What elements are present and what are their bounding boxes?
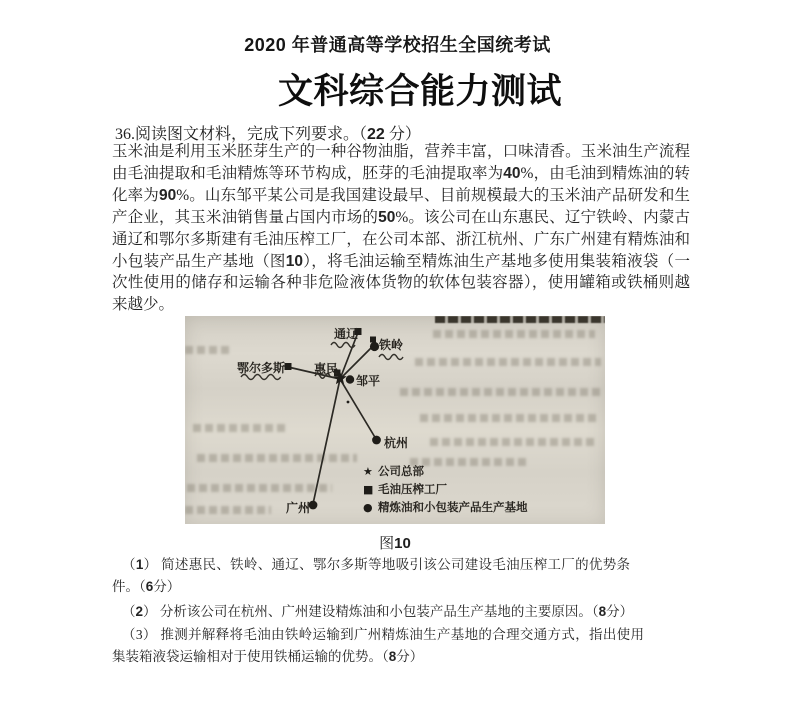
text-segment: %。山东邹平某公司是我国建设最早、目前规模最大的玉米油产品研发和生产企业，其玉米油销售量占国内市场的 [112,186,690,226]
place-label-guangzhou: 广州 [286,501,311,515]
tieling-square-marker [370,337,376,343]
exam-title: 2020 年普通高等学校招生全国统考试 [244,35,551,55]
caption-prefix: 图 [379,536,395,552]
text-segment: （3） 推测并解释将毛油由铁岭运输到广州精炼油生产基地的合理交通方式，指出使用集装箱液袋运输相对于使用铁桶运输的优势。（ [112,627,644,664]
subquestion-1 [112,554,630,598]
legend-label: 精炼油和小包装产品生产基地 [378,502,528,514]
zouping-circle-marker [346,375,354,383]
tieling-circle-marker [370,342,379,351]
legend-label: 毛油压榨工厂 [378,484,447,496]
figure-10-map [185,316,605,524]
caption-number: 10 [394,535,411,552]
wavy-underline-tieling [379,355,403,360]
legend-row-headquarters [363,464,528,478]
text-segment: 分） [384,126,421,143]
text-segment: 8 [598,604,607,619]
text-segment: 8 [388,649,397,664]
text-segment: 90 [158,186,177,204]
text-segment: 36.阅读图文材料，完成下列要求。（ [115,126,368,143]
legend-row-pressing-factory [363,482,528,496]
text-segment: 分） [153,579,181,594]
subquestion-3 [112,624,644,668]
place-label-tieling: 铁岭 [379,338,404,352]
place-label-hangzhou: 杭州 [384,436,409,450]
subquestion-2 [112,601,664,623]
text-segment: 6 [145,579,154,594]
route-line-guangzhou [313,379,340,504]
square-icon: ■ [363,482,374,496]
text-segment: （ [122,604,136,619]
map-legend [363,464,528,518]
place-label-zouping: 邹平 [356,374,381,388]
ordos-square-marker [285,363,292,370]
text-segment: 分） [396,649,424,664]
text-segment: 分） [606,604,634,619]
text-segment: ），将毛油运输至精炼油生产基地多使用集装箱液袋（一次性使用的储存和运输各种非危险液体货物的软体包装容器），使用罐箱或铁桶则越来越少。 [112,252,690,314]
figure-caption [185,532,605,553]
text-segment: 2 [135,604,144,619]
text-segment: 40 [503,164,521,182]
text-segment: ） 简述惠民、铁岭、通辽、鄂尔多斯等地吸引该公司建设毛油压榨工厂的优势条件。（ [112,557,631,594]
text-segment: %，由毛油到精炼油的转化率为 [112,164,690,204]
legend-label: 公司总部 [378,466,424,478]
question-36-passage [112,141,690,316]
hangzhou-circle-marker [372,436,381,445]
text-segment: ） 分析该公司在杭州、广州建设精炼油和小包装产品生产基地的主要原因。（ [143,604,599,619]
place-label-tongliao: 通辽 [334,327,359,341]
circle-icon: ● [363,500,373,514]
text-segment: 10 [285,252,303,270]
speck [347,401,350,404]
text-segment: 22 [367,126,385,143]
text-segment: 1 [135,557,144,572]
text-segment: 50 [378,208,396,226]
exam-subtitle: 文科综合能力测试 [278,72,563,111]
text-segment: %。该公司在山东惠民、辽宁铁岭、内蒙古通辽和鄂尔多斯建有毛油压榨工厂，在公司本部、浙江杭州、广东广州建有精炼油和小包装产品生产基地（图 [112,208,690,270]
place-label-ordos: 鄂尔多斯 [237,361,286,375]
legend-row-refinery-base [363,500,528,514]
text-segment: （ [122,557,136,572]
star-icon: ★ [363,464,373,478]
place-label-huimin: 惠民 [314,362,339,376]
wavy-underline-tongliao [331,343,355,348]
text-segment: 玉米油是利用玉米胚芽生产的一种谷物油脂，营养丰富，口味清香。玉米油生产流程由毛油提取和毛油精炼等环节构成，胚芽的毛油提取率为 [112,143,690,182]
